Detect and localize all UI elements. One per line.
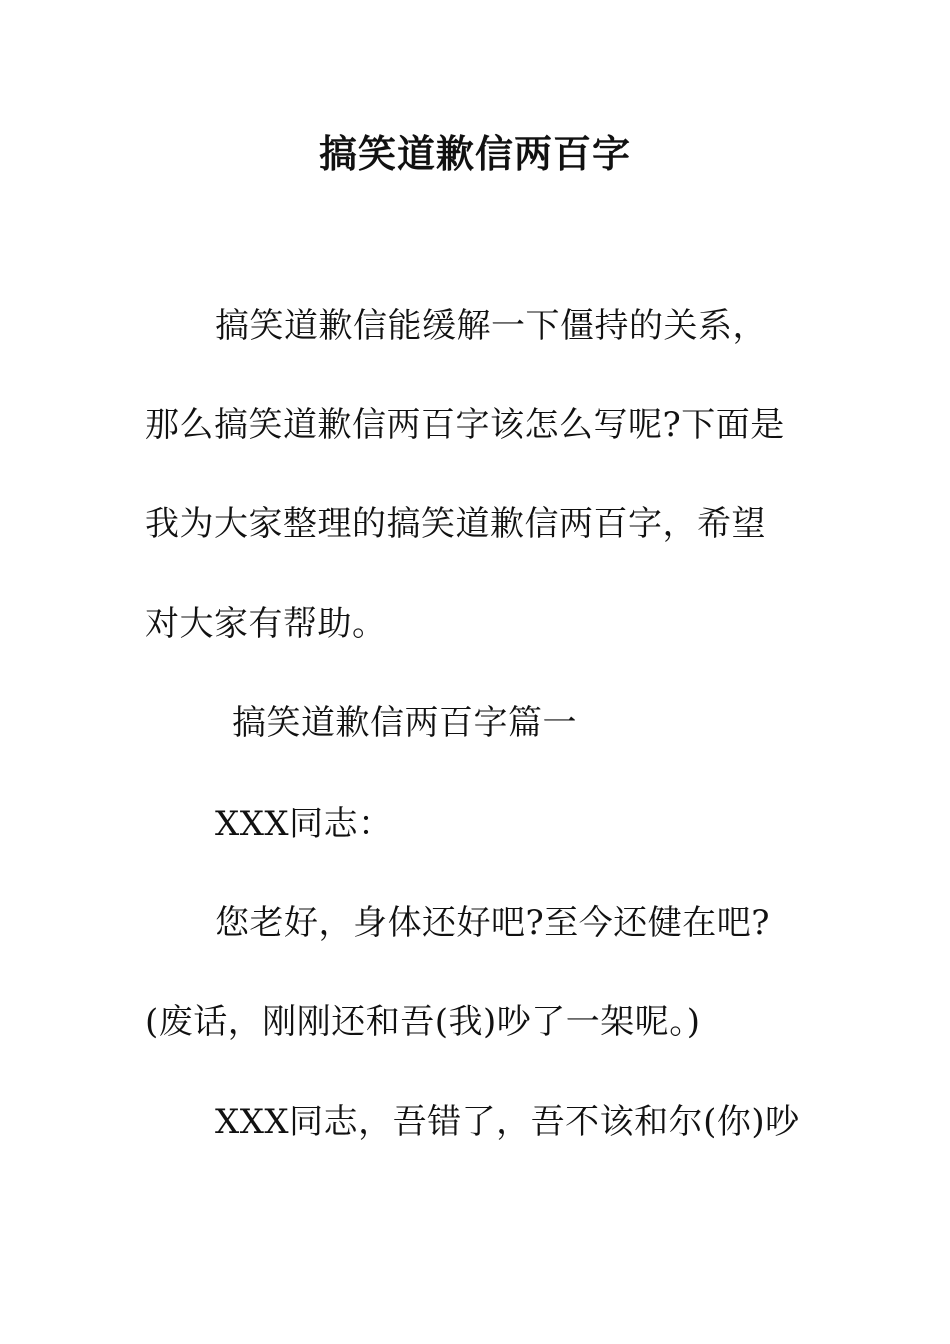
paragraph-line-2: 那么搞笑道歉信两百字该怎么写呢?下面是 [145, 405, 785, 445]
paragraph-line-4: 对大家有帮助。 [145, 604, 387, 644]
paragraph-line-1: 搞笑道歉信能缓解一下僵持的关系， [215, 306, 767, 346]
letter-line-2: (废话，刚刚还和吾(我)吵了一架呢。) [145, 1002, 701, 1042]
letter-line-1: 您老好，身体还好吧?至今还健在吧? [215, 903, 770, 943]
letter-line-3: XXX同志，吾错了，吾不该和尔(你)吵 [215, 1102, 800, 1142]
paragraph-line-3: 我为大家整理的搞笑道歉信两百字，希望 [145, 504, 766, 544]
section-heading: 搞笑道歉信两百字篇一 [232, 703, 577, 743]
salutation-line: XXX同志： [215, 804, 393, 844]
document-title: 搞笑道歉信两百字 [318, 131, 631, 176]
